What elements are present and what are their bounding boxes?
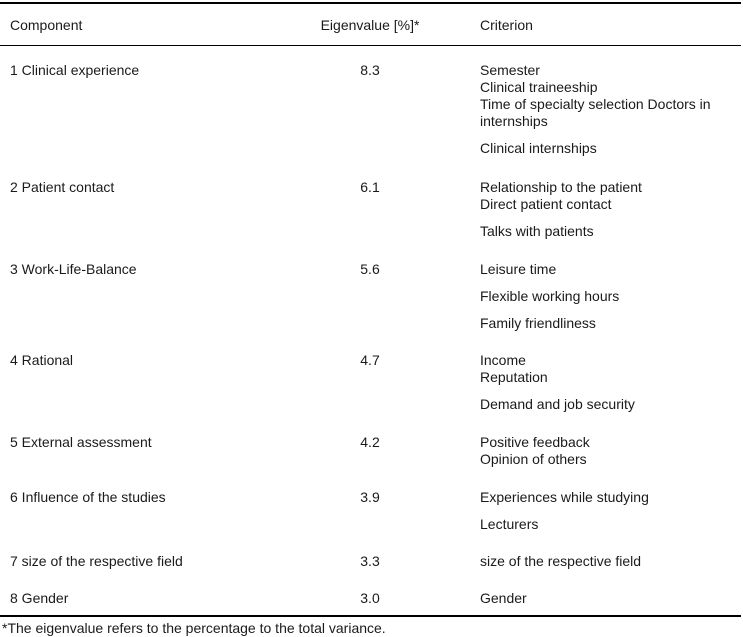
criterion-item: Lecturers <box>480 516 539 532</box>
eigenvalue-cell: 4.2 <box>360 434 380 450</box>
header-component: Component <box>10 17 83 33</box>
criterion-item: Leisure time <box>480 261 557 277</box>
component-cell: 3 Work-Life-Balance <box>10 261 137 277</box>
criterion-item: size of the respective field <box>480 553 642 569</box>
criterion-cell <box>480 179 738 240</box>
criterion-group <box>480 553 738 570</box>
table-top-rule <box>0 2 741 4</box>
table-bottom-rule <box>0 615 741 617</box>
component-cell: 6 Influence of the studies <box>10 489 166 505</box>
criterion-group <box>480 516 738 533</box>
component-cell: 5 External assessment <box>10 434 152 450</box>
criterion-group <box>480 590 738 607</box>
eigenvalue-cell: 4.7 <box>360 352 380 368</box>
criterion-item: Experiences while studying <box>480 489 649 505</box>
header-criterion: Criterion <box>480 17 533 33</box>
criterion-cell <box>480 489 738 533</box>
criterion-item: Clinical traineeship <box>480 79 598 95</box>
criterion-item: Demand and job security <box>480 396 635 412</box>
criterion-item: Talks with patients <box>480 223 594 239</box>
eigenvalue-cell: 3.3 <box>360 553 380 569</box>
criterion-group <box>480 140 738 157</box>
criterion-item: Semester <box>480 62 540 78</box>
criterion-item: Opinion of others <box>480 451 587 467</box>
criterion-item: Gender <box>480 590 527 606</box>
criterion-item: Relationship to the patient <box>480 179 642 195</box>
criterion-cell <box>480 352 738 413</box>
criterion-item: Income <box>480 352 526 368</box>
criterion-item: Flexible working hours <box>480 288 620 304</box>
component-cell: 2 Patient contact <box>10 179 115 195</box>
criterion-item: Clinical internships <box>480 140 597 156</box>
criterion-item: Reputation <box>480 369 548 385</box>
criterion-item: Positive feedback <box>480 434 590 450</box>
header-eigenvalue: Eigenvalue [%]* <box>320 17 420 33</box>
criterion-group <box>480 261 738 278</box>
criterion-group <box>480 179 738 213</box>
criterion-group <box>480 434 738 468</box>
criterion-cell <box>480 434 738 468</box>
criterion-cell <box>480 261 738 332</box>
criterion-cell <box>480 590 738 607</box>
eigenvalue-cell: 3.9 <box>360 489 380 505</box>
criterion-group <box>480 288 738 305</box>
table-header-rule <box>0 45 741 46</box>
component-cell: 1 Clinical experience <box>10 62 140 78</box>
criterion-group <box>480 352 738 386</box>
criterion-group <box>480 62 738 130</box>
table-footnote: *The eigenvalue refers to the percentage to the total variance. <box>2 620 386 636</box>
eigenvalue-cell: 3.0 <box>360 590 380 606</box>
criterion-item: Time of specialty selection Doctors in internships <box>480 96 711 129</box>
criterion-cell <box>480 553 738 570</box>
criterion-group <box>480 315 738 332</box>
criterion-group <box>480 489 738 506</box>
criterion-group <box>480 223 738 240</box>
criterion-item: Direct patient contact <box>480 196 612 212</box>
eigenvalue-cell: 5.6 <box>360 261 380 277</box>
component-cell: 7 size of the respective field <box>10 553 183 569</box>
eigenvalue-cell: 8.3 <box>360 62 380 78</box>
eigenvalue-cell: 6.1 <box>360 179 380 195</box>
criterion-group <box>480 396 738 413</box>
component-cell: 8 Gender <box>10 590 69 606</box>
criterion-item: Family friendliness <box>480 315 596 331</box>
component-cell: 4 Rational <box>10 352 74 368</box>
criterion-cell <box>480 62 738 157</box>
